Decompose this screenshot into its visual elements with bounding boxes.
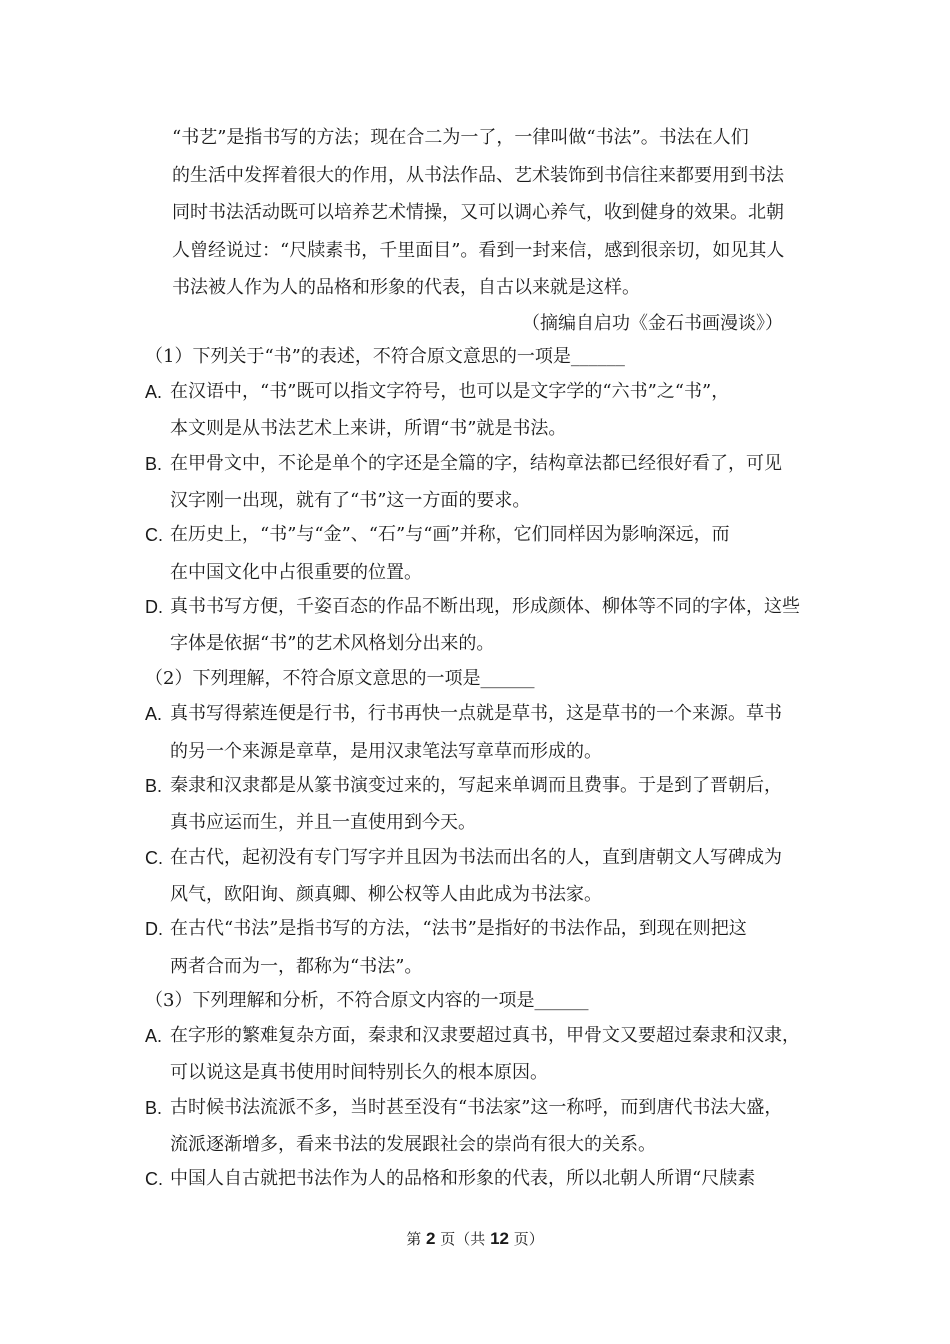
option-text: 真书应运而生，并且一直使用到今天。 bbox=[170, 812, 476, 833]
option-text: 在历史上，“书”与“金”、“石”与“画”并称，它们同样因为影响深远，而 bbox=[170, 524, 730, 545]
passage-line: “书艺”是指书写的方法；现在合二为一了，一律叫做“书法”。书法在人们 bbox=[172, 127, 749, 148]
option-text: 中国人自古就把书法作为人的品格和形象的代表，所以北朝人所谓“尺牍素 bbox=[170, 1168, 756, 1189]
option-label: A. bbox=[145, 382, 163, 402]
option-text: 两者合而为一，都称为“书法”。 bbox=[170, 956, 423, 977]
option-label: D. bbox=[145, 597, 163, 617]
option-text: 在甲骨文中，不论是单个的字还是全篇的字，结构章法都已经很好看了，可见 bbox=[170, 453, 782, 474]
passage-line: 的生活中发挥着很大的作用，从书法作品、艺术装饰到书信往来都要用到书法 bbox=[172, 165, 784, 186]
option-text: 字体是依据“书”的艺术风格划分出来的。 bbox=[170, 633, 495, 654]
passage-line: 同时书法活动既可以培养艺术情操，又可以调心养气，收到健身的效果。北朝 bbox=[172, 202, 784, 223]
option-text: 在中国文化中占很重要的位置。 bbox=[170, 562, 422, 583]
option-text: 风气，欧阳询、颜真卿、柳公权等人由此成为书法家。 bbox=[170, 884, 602, 905]
footer-page-number: 2 bbox=[426, 1229, 436, 1248]
option-label: A. bbox=[145, 1026, 163, 1046]
option-text: 本文则是从书法艺术上来讲，所谓“书”就是书法。 bbox=[170, 418, 567, 439]
footer-total-pages: 12 bbox=[490, 1229, 509, 1248]
option-text: 在汉语中，“书”既可以指文字符号，也可以是文字学的“六书”之“书”， bbox=[170, 381, 730, 402]
option-text: 真书书写方便，千姿百态的作品不断出现，形成颜体、柳体等不同的字体，这些 bbox=[170, 596, 800, 617]
option-text: 在古代，起初没有专门写字并且因为书法而出名的人，直到唐朝文人写碑成为 bbox=[170, 847, 782, 868]
footer-prefix: 第 bbox=[406, 1230, 422, 1248]
option-text: 流派逐渐增多，看来书法的发展跟社会的崇尚有很大的关系。 bbox=[170, 1134, 656, 1155]
option-text: 可以说这是真书使用时间特别长久的根本原因。 bbox=[170, 1062, 548, 1083]
option-label: B. bbox=[145, 776, 163, 796]
question-stem: （2）下列理解，不符合原文意思的一项是______ bbox=[145, 668, 535, 689]
option-label: B. bbox=[145, 1098, 163, 1118]
page-footer bbox=[0, 1229, 950, 1249]
option-label: A. bbox=[145, 704, 163, 724]
option-text: 秦隶和汉隶都是从篆书演变过来的，写起来单调而且费事。于是到了晋朝后， bbox=[170, 775, 782, 796]
footer-suffix: 页） bbox=[513, 1230, 544, 1248]
option-text: 的另一个来源是章草，是用汉隶笔法写章草而形成的。 bbox=[170, 741, 602, 762]
passage-line: 书法被人作为人的品格和形象的代表，自古以来就是这样。 bbox=[172, 277, 640, 298]
option-text: 在古代“书法”是指书写的方法，“法书”是指好的书法作品，到现在则把这 bbox=[170, 918, 747, 939]
option-text: 汉字刚一出现，就有了“书”这一方面的要求。 bbox=[170, 490, 531, 511]
option-text: 在字形的繁难复杂方面，秦隶和汉隶要超过真书，甲骨文又要超过秦隶和汉隶， bbox=[170, 1025, 800, 1046]
question-stem: （1）下列关于“书”的表述，不符合原文意思的一项是______ bbox=[145, 346, 625, 367]
option-label: C. bbox=[145, 1169, 163, 1189]
option-label: B. bbox=[145, 454, 163, 474]
footer-middle: 页（共 bbox=[440, 1230, 486, 1248]
option-label: C. bbox=[145, 848, 163, 868]
option-text: 真书写得萦连便是行书，行书再快一点就是草书，这是草书的一个来源。草书 bbox=[170, 703, 782, 724]
passage-line: 人曾经说过：“尺牍素书，千里面目”。看到一封来信，感到很亲切，如见其人 bbox=[172, 240, 785, 261]
question-stem: （3）下列理解和分析，不符合原文内容的一项是______ bbox=[145, 990, 589, 1011]
option-text: 古时候书法流派不多，当时甚至没有“书法家”这一称呼，而到唐代书法大盛， bbox=[170, 1097, 783, 1118]
option-label: C. bbox=[145, 525, 163, 545]
passage-source: （摘编自启功《金石书画漫谈》） bbox=[522, 313, 783, 334]
option-label: D. bbox=[145, 919, 163, 939]
